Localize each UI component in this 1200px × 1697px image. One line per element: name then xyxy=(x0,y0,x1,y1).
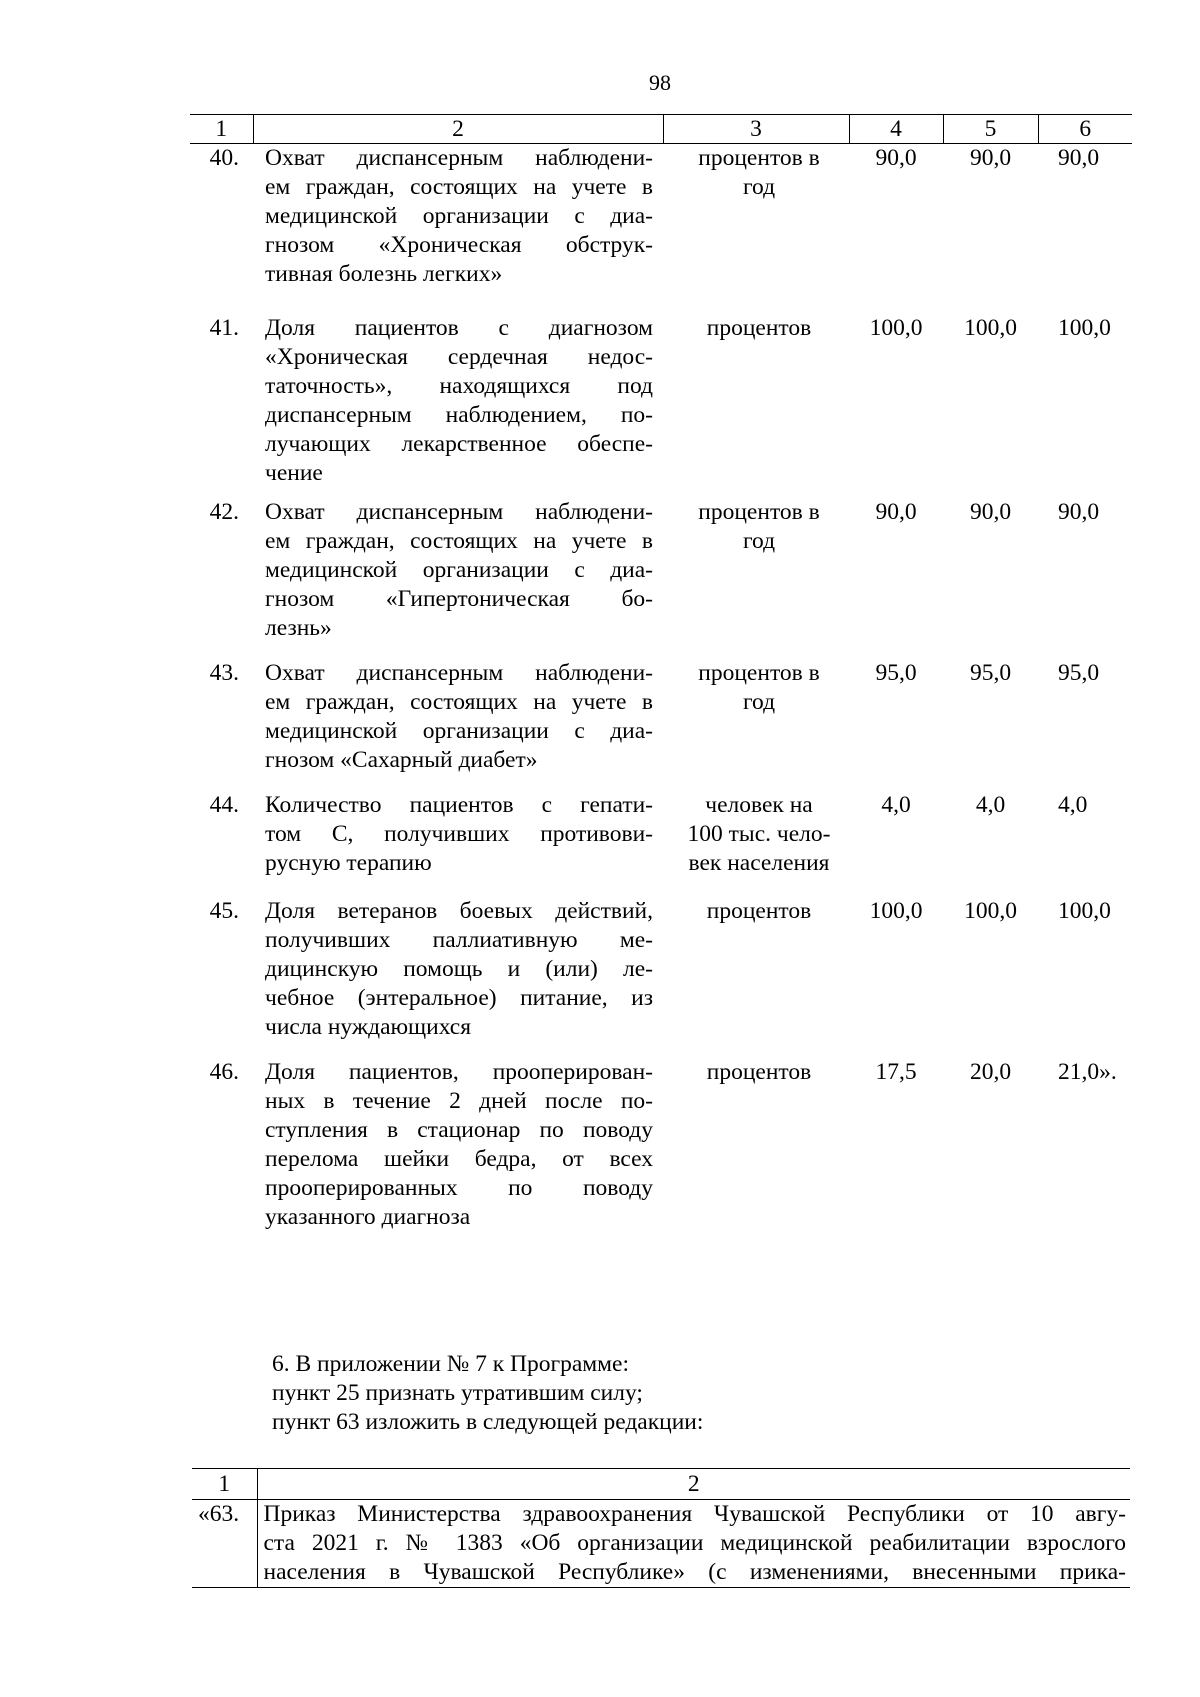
text-line: медицинской организации с диа- xyxy=(265,203,653,229)
text-line: перелома шейки бедра, от всех xyxy=(265,1145,653,1172)
column-header: 3 xyxy=(663,115,849,144)
table-row xyxy=(190,791,1132,897)
value-col-4: 90,0 xyxy=(875,145,917,171)
text-line: медицинской организации с диа- xyxy=(265,717,653,744)
text-line: дицинскую помощь и (или) ле- xyxy=(265,955,653,982)
text-line: получивших паллиативную ме- xyxy=(265,926,653,953)
value-col-6: 100,0 xyxy=(1058,314,1111,341)
indicator-description xyxy=(253,659,663,791)
indicators-table xyxy=(190,114,1132,1258)
table-row xyxy=(190,659,1132,791)
unit-of-measure xyxy=(663,314,849,498)
text-line: лезнь» xyxy=(265,614,332,641)
value-col-6: 95,0 xyxy=(1058,659,1100,686)
table-row xyxy=(190,1058,1132,1258)
row-number: 41. xyxy=(209,314,239,341)
text-line: указанного диагноза xyxy=(265,1203,471,1230)
row-text xyxy=(257,1500,1130,1588)
page-number: 98 xyxy=(649,70,671,95)
text-line: процентов xyxy=(706,1058,812,1085)
orders-table xyxy=(192,1468,1130,1588)
table-row xyxy=(192,1500,1130,1588)
value-col-4: 90,0 xyxy=(875,498,917,525)
column-header: 1 xyxy=(192,1469,257,1500)
row-number: «63. xyxy=(192,1500,257,1588)
text-line: числа нуждающихся xyxy=(265,1013,472,1040)
text-line: Охват диспансерным наблюдени- xyxy=(265,145,653,171)
text-line: населения в Чувашской Республике» (с изменениями, внесенными прика- xyxy=(263,1559,1126,1585)
value-col-5: 100,0 xyxy=(964,897,1017,924)
row-number: 40. xyxy=(209,145,239,171)
text-line: ных в течение 2 дней после по- xyxy=(265,1087,653,1114)
column-header: 1 xyxy=(190,115,253,144)
value-col-4: 95,0 xyxy=(875,659,917,686)
amendment-line: пункт 25 признать утратившим силу; xyxy=(272,1380,643,1406)
text-line: человек на xyxy=(705,791,813,818)
text-line: русную терапию xyxy=(265,849,432,876)
text-line: гнозом «Хроническая обструк- xyxy=(265,232,653,258)
text-line: Охват диспансерным наблюдени- xyxy=(265,659,653,686)
indicator-description xyxy=(253,498,663,659)
text-line: год xyxy=(742,174,776,200)
column-header: 4 xyxy=(849,115,943,144)
text-line: таточность», находящихся под xyxy=(265,372,653,399)
value-col-6: 4,0 xyxy=(1058,791,1088,818)
text-line: Доля пациентов, прооперирован- xyxy=(265,1058,653,1085)
value-col-5: 90,0 xyxy=(969,145,1012,171)
value-col-4: 100,0 xyxy=(869,897,923,924)
column-header: 2 xyxy=(253,115,663,144)
amendment-line: пункт 63 изложить в следующей редакции: xyxy=(272,1409,704,1435)
indicator-description xyxy=(253,314,663,498)
text-line: процентов xyxy=(706,314,812,341)
text-line: ем граждан, состоящих на учете в xyxy=(265,174,653,200)
text-line: Доля пациентов с диагнозом xyxy=(265,314,653,341)
unit-of-measure xyxy=(663,791,849,897)
text-line: процентов в xyxy=(698,659,820,686)
indicator-description xyxy=(253,791,663,897)
text-line: процентов в xyxy=(698,498,820,525)
indicator-description xyxy=(253,1058,663,1258)
table-row xyxy=(190,314,1132,498)
text-line: тивная болезнь легких» xyxy=(265,261,503,287)
value-col-5: 4,0 xyxy=(975,791,1006,818)
text-line: процентов в xyxy=(698,145,820,171)
text-line: диспансерным наблюдением, по- xyxy=(265,401,653,428)
row-number: 43. xyxy=(209,659,239,686)
text-line: прооперированных по поводу xyxy=(265,1174,653,1201)
text-line: век населения xyxy=(688,849,830,876)
amendment-line: 6. В приложении № 7 к Программе: xyxy=(272,1351,630,1377)
unit-of-measure xyxy=(663,498,849,659)
value-col-4: 100,0 xyxy=(869,314,923,341)
row-number: 45. xyxy=(209,897,239,924)
indicator-description xyxy=(253,144,663,314)
text-line: Количество пациентов с гепати- xyxy=(265,791,653,818)
value-col-6: 100,0 xyxy=(1058,897,1111,924)
text-line: чебное (энтеральное) питание, из xyxy=(265,984,653,1011)
row-number: 46. xyxy=(209,1058,239,1085)
column-header: 5 xyxy=(943,115,1038,144)
value-col-5: 90,0 xyxy=(969,498,1012,525)
value-col-4: 4,0 xyxy=(881,791,911,818)
text-line: год xyxy=(742,527,776,554)
text-line: лучающих лекарственное обеспе- xyxy=(265,430,653,457)
text-line: процентов xyxy=(706,897,812,924)
text-line: ста 2021 г. № 1383 «Об организации медицинской реабилитации взрослого xyxy=(263,1530,1126,1556)
text-line: ем граждан, состоящих на учете в xyxy=(265,527,653,554)
text-line: «Хроническая сердечная недос- xyxy=(265,343,653,370)
unit-of-measure xyxy=(663,897,849,1058)
indicator-description xyxy=(253,897,663,1058)
table-row xyxy=(190,897,1132,1058)
unit-of-measure xyxy=(663,144,849,314)
value-col-6: 90,0 xyxy=(1058,145,1100,171)
text-line: Приказ Министерства здравоохранения Чувашской Республики от 10 авгу- xyxy=(263,1501,1126,1527)
text-line: том С, получивших противови- xyxy=(265,820,653,847)
table-header-row xyxy=(190,115,1132,144)
text-line: ступления в стационар по поводу xyxy=(265,1116,653,1143)
unit-of-measure xyxy=(663,1058,849,1258)
text-line: ем граждан, состоящих на учете в xyxy=(265,688,653,715)
text-line: медицинской организации с диа- xyxy=(265,556,653,583)
column-header: 2 xyxy=(257,1469,1130,1500)
value-col-5: 20,0 xyxy=(969,1058,1012,1085)
table-row xyxy=(190,498,1132,659)
text-line: гнозом «Гипертоническая бо- xyxy=(265,585,653,612)
value-col-4: 17,5 xyxy=(875,1058,917,1085)
value-col-5: 100,0 xyxy=(964,314,1017,341)
text-line: Охват диспансерным наблюдени- xyxy=(265,498,653,525)
column-header: 6 xyxy=(1038,115,1132,144)
text-line: 100 тыс. чело- xyxy=(687,820,831,847)
table-row xyxy=(190,144,1132,314)
value-col-6: 90,0 xyxy=(1058,498,1100,525)
unit-of-measure xyxy=(663,659,849,791)
value-col-6: 21,0». xyxy=(1058,1058,1117,1085)
text-line: гнозом «Сахарный диабет» xyxy=(265,746,538,773)
text-line: Доля ветеранов боевых действий, xyxy=(265,897,653,924)
table-header-row xyxy=(192,1469,1130,1500)
value-col-5: 95,0 xyxy=(969,659,1012,686)
amendment-text xyxy=(272,1350,703,1437)
row-number: 44. xyxy=(209,791,239,818)
text-line: чение xyxy=(265,459,323,486)
row-number: 42. xyxy=(209,498,239,525)
text-line: год xyxy=(742,688,776,715)
